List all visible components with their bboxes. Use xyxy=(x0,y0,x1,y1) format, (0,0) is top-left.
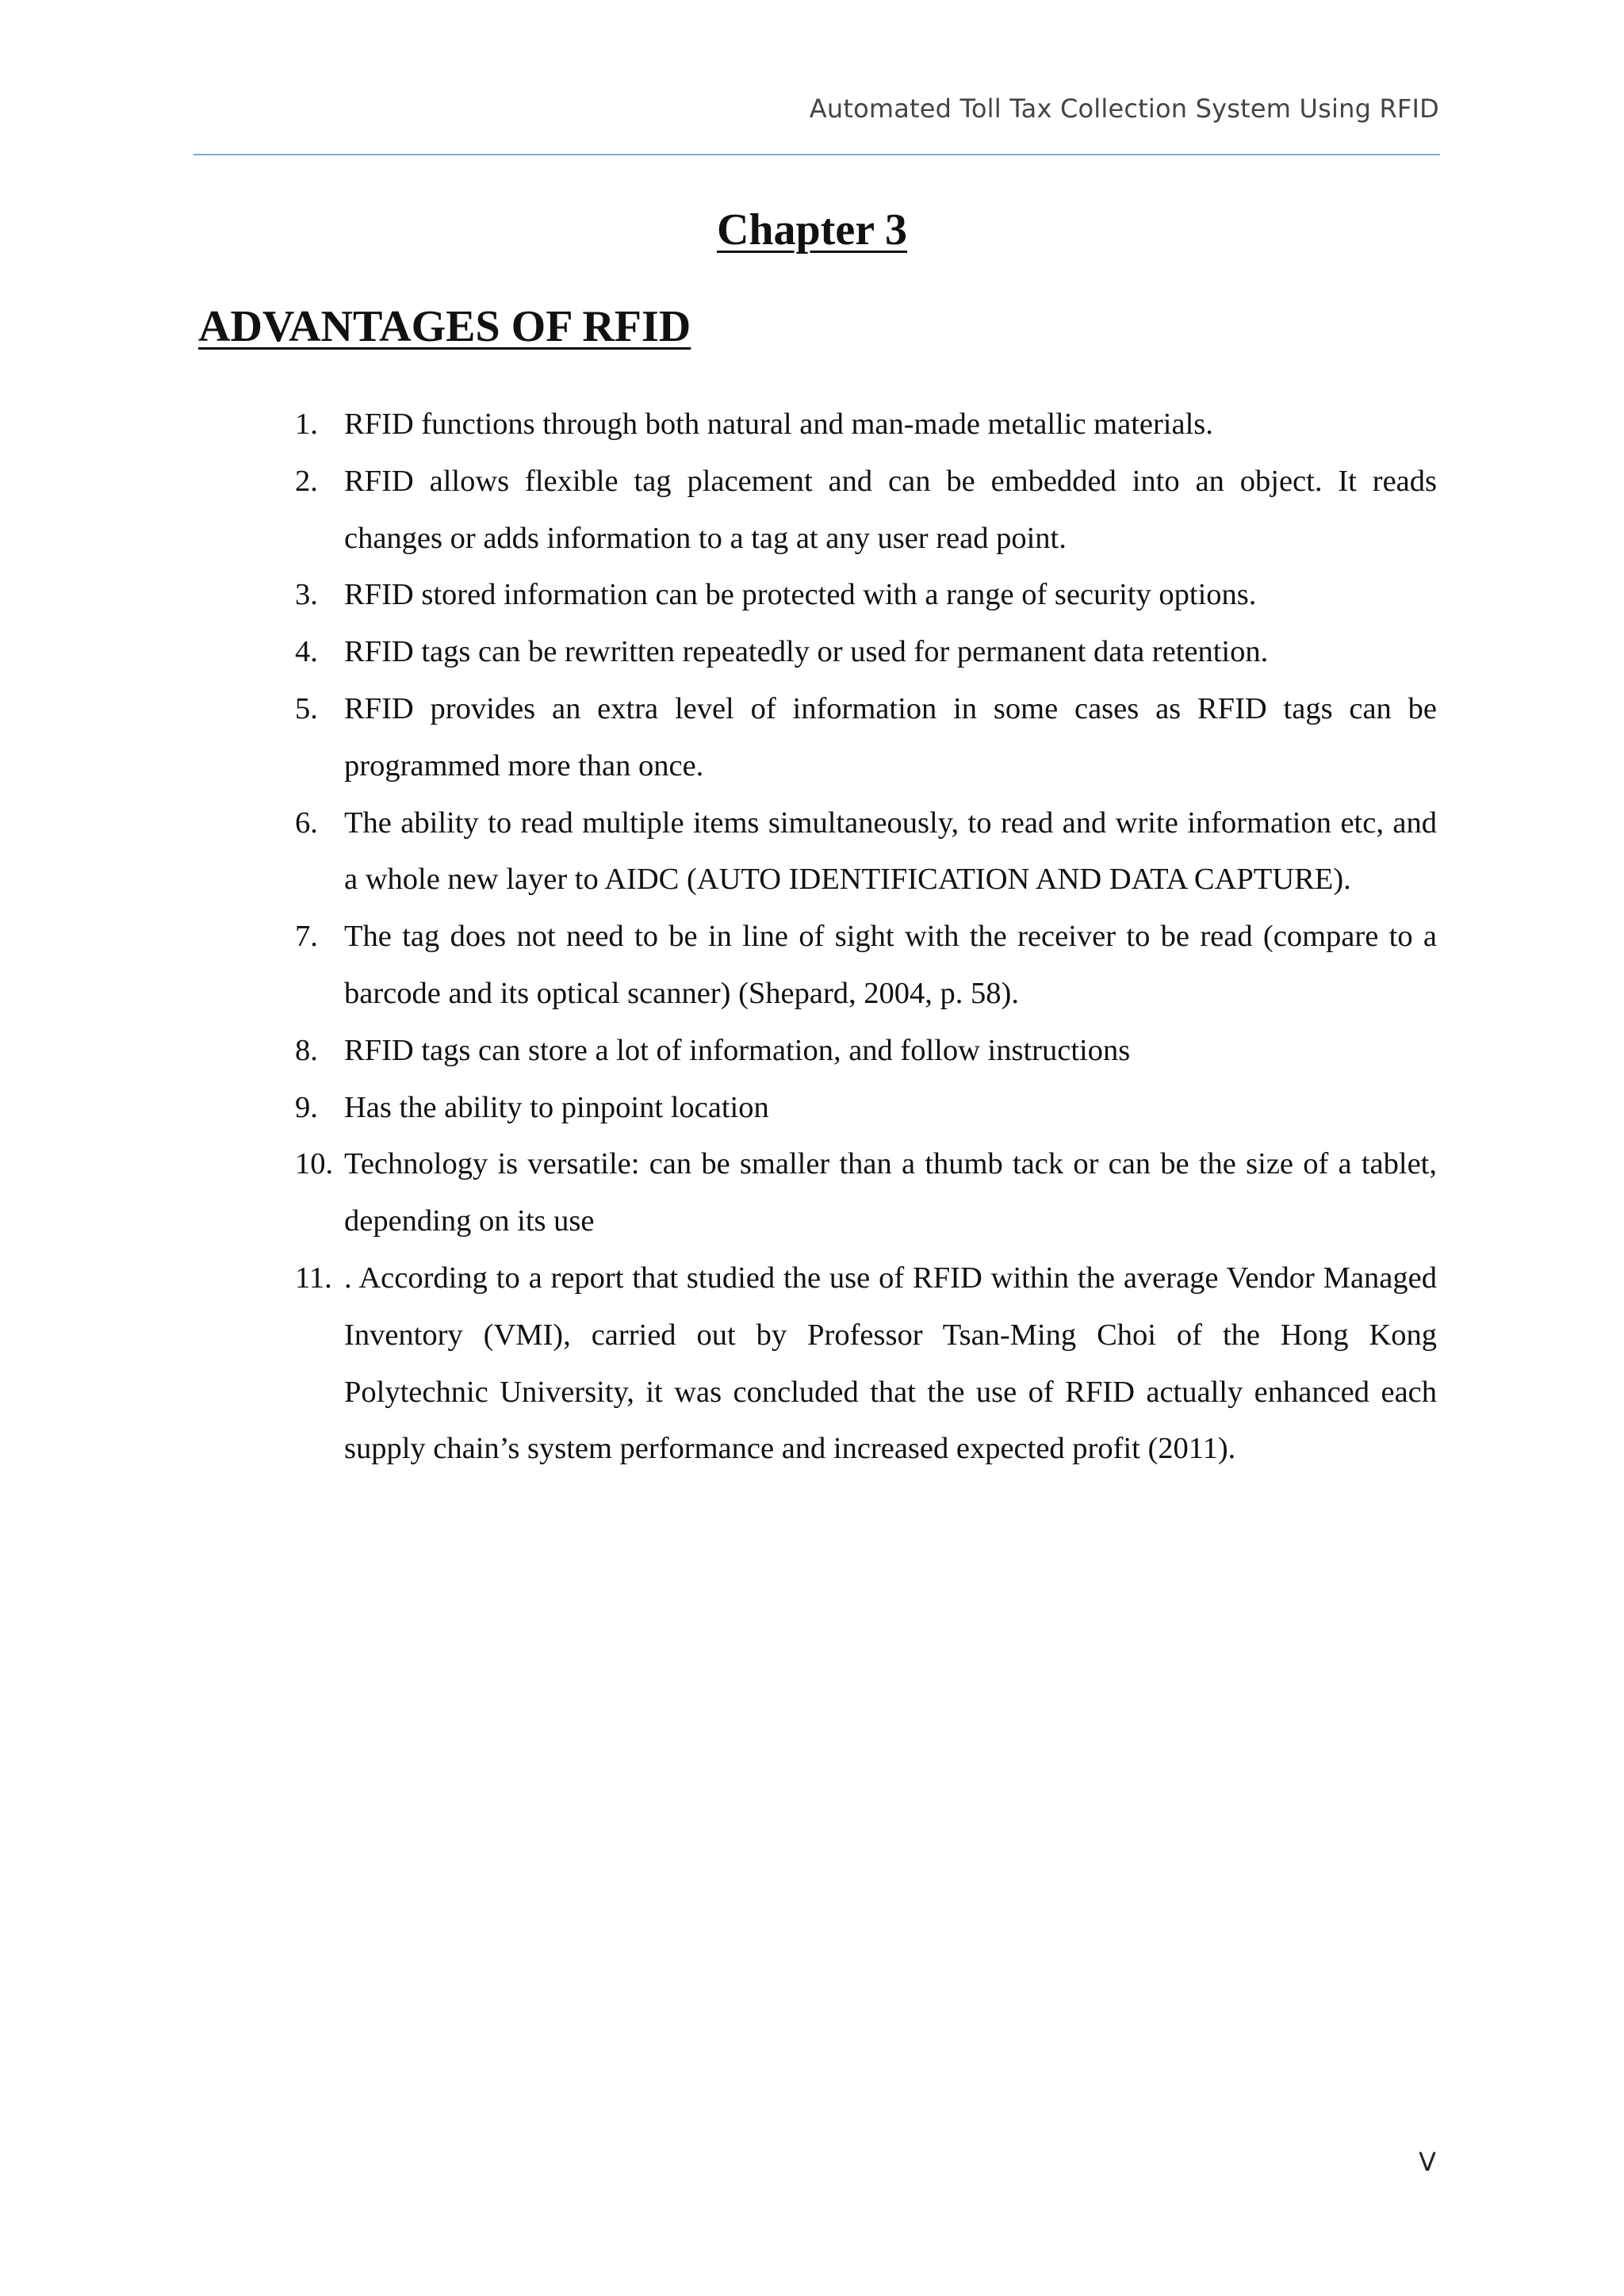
list-item-text: RFID tags can be rewritten repeatedly or used for permanent data retention. xyxy=(344,635,1269,669)
list-item-number: 9. xyxy=(295,1090,318,1124)
header-divider xyxy=(193,154,1440,155)
advantages-list xyxy=(295,396,1437,1478)
list-item xyxy=(295,396,1437,453)
list-item-text: RFID tags can store a lot of information, and follow instructions xyxy=(344,1033,1131,1067)
list-item-text: Technology is versatile: can be smaller than a thumb tack or can be the size of a tablet, depending on its use xyxy=(344,1147,1437,1238)
list-item xyxy=(295,453,1437,568)
list-item xyxy=(295,795,1437,909)
list-item xyxy=(295,1136,1437,1250)
list-item-text: RFID allows flexible tag placement and can be embedded into an object. It reads changes or adds information to a tag at any user read point. xyxy=(344,464,1437,555)
list-item-text: The ability to read multiple items simultaneously, to read and write information etc, and a whole new layer to AIDC (AUTO IDENTIFICATION AND DATA CAPTURE). xyxy=(344,806,1437,897)
list-item-number: 1. xyxy=(295,408,318,441)
list-item-number: 6. xyxy=(295,806,318,840)
running-header: Automated Toll Tax Collection System Using RFID xyxy=(809,94,1439,124)
list-item-text: RFID provides an extra level of information in some cases as RFID tags can be programmed more than once. xyxy=(344,691,1437,783)
list-item-text: Has the ability to pinpoint location xyxy=(344,1090,769,1124)
list-item-text: . According to a report that studied the use of RFID within the average Vendor Managed Inventory (VMI), carried out by Professor Tsan-Ming Choi of the Hong Kong Polytechnic University, it was concluded that the use of RFID actually enhanced each supply chain’s system performance and increased expected profit (2011). xyxy=(344,1261,1437,1466)
list-item-number: 2. xyxy=(295,464,318,498)
list-item xyxy=(295,1080,1437,1137)
list-item-text: RFID functions through both natural and man-made metallic materials. xyxy=(344,408,1213,441)
list-item-text: The tag does not need to be in line of sight with the receiver to be read (compare to a barcode and its optical scanner) (Shepard, 2004, p. 58). xyxy=(344,920,1437,1010)
page-number: V xyxy=(1419,2147,1436,2177)
list-item-number: 8. xyxy=(295,1033,318,1067)
list-item xyxy=(295,567,1437,624)
list-item xyxy=(295,909,1437,1023)
chapter-title: Chapter 3 xyxy=(716,205,908,254)
list-item-text: RFID stored information can be protected with a range of security options. xyxy=(344,578,1257,612)
list-item xyxy=(295,1250,1437,1478)
list-item-number: 7. xyxy=(295,920,318,954)
list-item-number: 11. xyxy=(295,1261,332,1295)
list-item-number: 10. xyxy=(295,1147,334,1181)
list-item-number: 4. xyxy=(295,635,318,669)
section-heading: ADVANTAGES OF RFID xyxy=(198,302,691,351)
list-item-number: 3. xyxy=(295,578,318,612)
list-item xyxy=(295,624,1437,681)
list-item-number: 5. xyxy=(295,691,318,725)
list-item xyxy=(295,681,1437,795)
list-item xyxy=(295,1023,1437,1080)
